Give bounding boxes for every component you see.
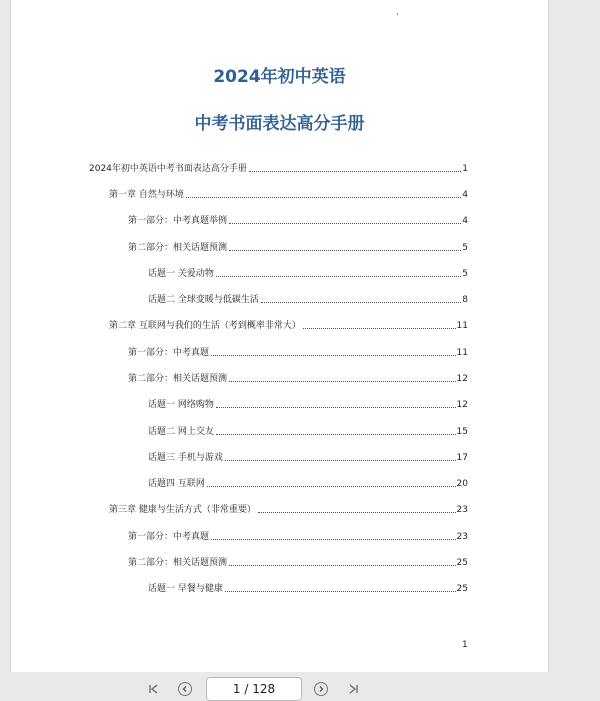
toc-leader bbox=[229, 564, 456, 566]
toc-entry[interactable] bbox=[148, 477, 468, 489]
toc-entry[interactable] bbox=[148, 293, 468, 305]
scan-speck bbox=[397, 13, 398, 15]
toc-leader bbox=[216, 406, 456, 408]
toc-leader bbox=[211, 354, 456, 356]
toc-entry[interactable] bbox=[128, 214, 468, 226]
last-page-icon[interactable] bbox=[346, 682, 360, 696]
toc-entry-page: 15 bbox=[456, 427, 468, 437]
toc-entry[interactable] bbox=[128, 556, 468, 568]
toc-leader bbox=[229, 249, 461, 251]
toc-entry-label: 第一部分：中考真题 bbox=[128, 348, 210, 358]
toc-entry-page: 5 bbox=[462, 269, 468, 279]
toc-entry-label: 话题一 网络购物 bbox=[148, 400, 214, 410]
toc-entry[interactable] bbox=[109, 188, 468, 200]
next-page-icon[interactable] bbox=[314, 682, 328, 696]
toc-entry-label: 第二章 互联网与我们的生活（考到概率非常大） bbox=[109, 321, 301, 331]
toc-entry-page: 20 bbox=[456, 479, 468, 489]
toc-entry-label: 话题三 手机与游戏 bbox=[148, 453, 223, 463]
toc-entry[interactable] bbox=[128, 346, 468, 358]
document-title-main: 中考书面表达高分手册 bbox=[194, 114, 365, 134]
toc-entry-label: 第一章 自然与环境 bbox=[109, 190, 184, 200]
toc-entry-page: 23 bbox=[456, 505, 468, 515]
toc-entry-page: 25 bbox=[456, 584, 468, 594]
toc-leader bbox=[216, 275, 461, 277]
toc-entry-label: 2024年初中英语中考书面表达高分手册 bbox=[89, 164, 247, 174]
toc-entry-page: 12 bbox=[456, 374, 468, 384]
page-footer-number: 1 bbox=[462, 640, 468, 650]
toc-entry-label: 话题一 关爱动物 bbox=[148, 269, 214, 279]
toc-leader bbox=[258, 511, 456, 513]
toc-leader bbox=[186, 196, 461, 198]
toc-entry[interactable] bbox=[148, 267, 468, 279]
toc-entry-label: 话题一 早餐与健康 bbox=[148, 584, 223, 594]
toc-leader bbox=[229, 380, 456, 382]
toc-entry[interactable] bbox=[128, 372, 468, 384]
toc-leader bbox=[249, 170, 461, 172]
toc-entry-page: 4 bbox=[462, 190, 468, 200]
first-page-icon[interactable] bbox=[147, 682, 161, 696]
toc-entry-page: 4 bbox=[462, 216, 468, 226]
toc-entry[interactable] bbox=[109, 503, 468, 515]
toc-entry-label: 第二部分：相关话题预测 bbox=[128, 558, 228, 568]
document-title-year: 2024年初中英语 bbox=[213, 67, 346, 87]
toc-entry-label: 话题二 全球变暖与低碳生活 bbox=[148, 295, 259, 305]
toc-entry-page: 11 bbox=[456, 321, 468, 331]
toc-leader bbox=[225, 590, 456, 592]
toc-entry[interactable] bbox=[128, 241, 468, 253]
toc-entry-page: 1 bbox=[462, 164, 468, 174]
toc-entry-label: 话题二 网上交友 bbox=[148, 427, 214, 437]
toc-leader bbox=[261, 301, 461, 303]
toc-entry-label: 第一部分：中考真题举例 bbox=[128, 216, 228, 226]
toc-entry-page: 12 bbox=[456, 400, 468, 410]
toc-leader bbox=[225, 459, 456, 461]
toc-leader bbox=[211, 538, 456, 540]
toc-entry-label: 第三章 健康与生活方式（非常重要） bbox=[109, 505, 256, 515]
toc-entry[interactable] bbox=[148, 582, 468, 594]
toc-entry-page: 23 bbox=[456, 532, 468, 542]
previous-page-icon[interactable] bbox=[178, 682, 192, 696]
toc-entry[interactable] bbox=[148, 425, 468, 437]
toc-entry-page: 25 bbox=[456, 558, 468, 568]
toc-entry-page: 11 bbox=[456, 348, 468, 358]
toc-entry-label: 第二部分：相关话题预测 bbox=[128, 243, 228, 253]
toc-entry[interactable] bbox=[148, 451, 468, 463]
page-indicator-input[interactable]: 1 / 128 bbox=[206, 677, 302, 701]
toc-leader bbox=[229, 222, 461, 224]
toc-entry-page: 8 bbox=[462, 295, 468, 305]
toc-leader bbox=[207, 485, 456, 487]
toc-entry-page: 5 bbox=[462, 243, 468, 253]
toc-entry-label: 第二部分：相关话题预测 bbox=[128, 374, 228, 384]
toc-leader bbox=[303, 327, 456, 329]
toc-leader bbox=[216, 433, 456, 435]
toc-entry-page: 17 bbox=[456, 453, 468, 463]
toc-entry[interactable] bbox=[148, 398, 468, 410]
toc-entry-label: 话题四 互联网 bbox=[148, 479, 205, 489]
toc-entry-label: 第一部分：中考真题 bbox=[128, 532, 210, 542]
toc-entry[interactable] bbox=[128, 530, 468, 542]
document-page bbox=[11, 0, 548, 672]
toc-entry[interactable] bbox=[89, 162, 468, 174]
toc-entry[interactable] bbox=[109, 319, 468, 331]
